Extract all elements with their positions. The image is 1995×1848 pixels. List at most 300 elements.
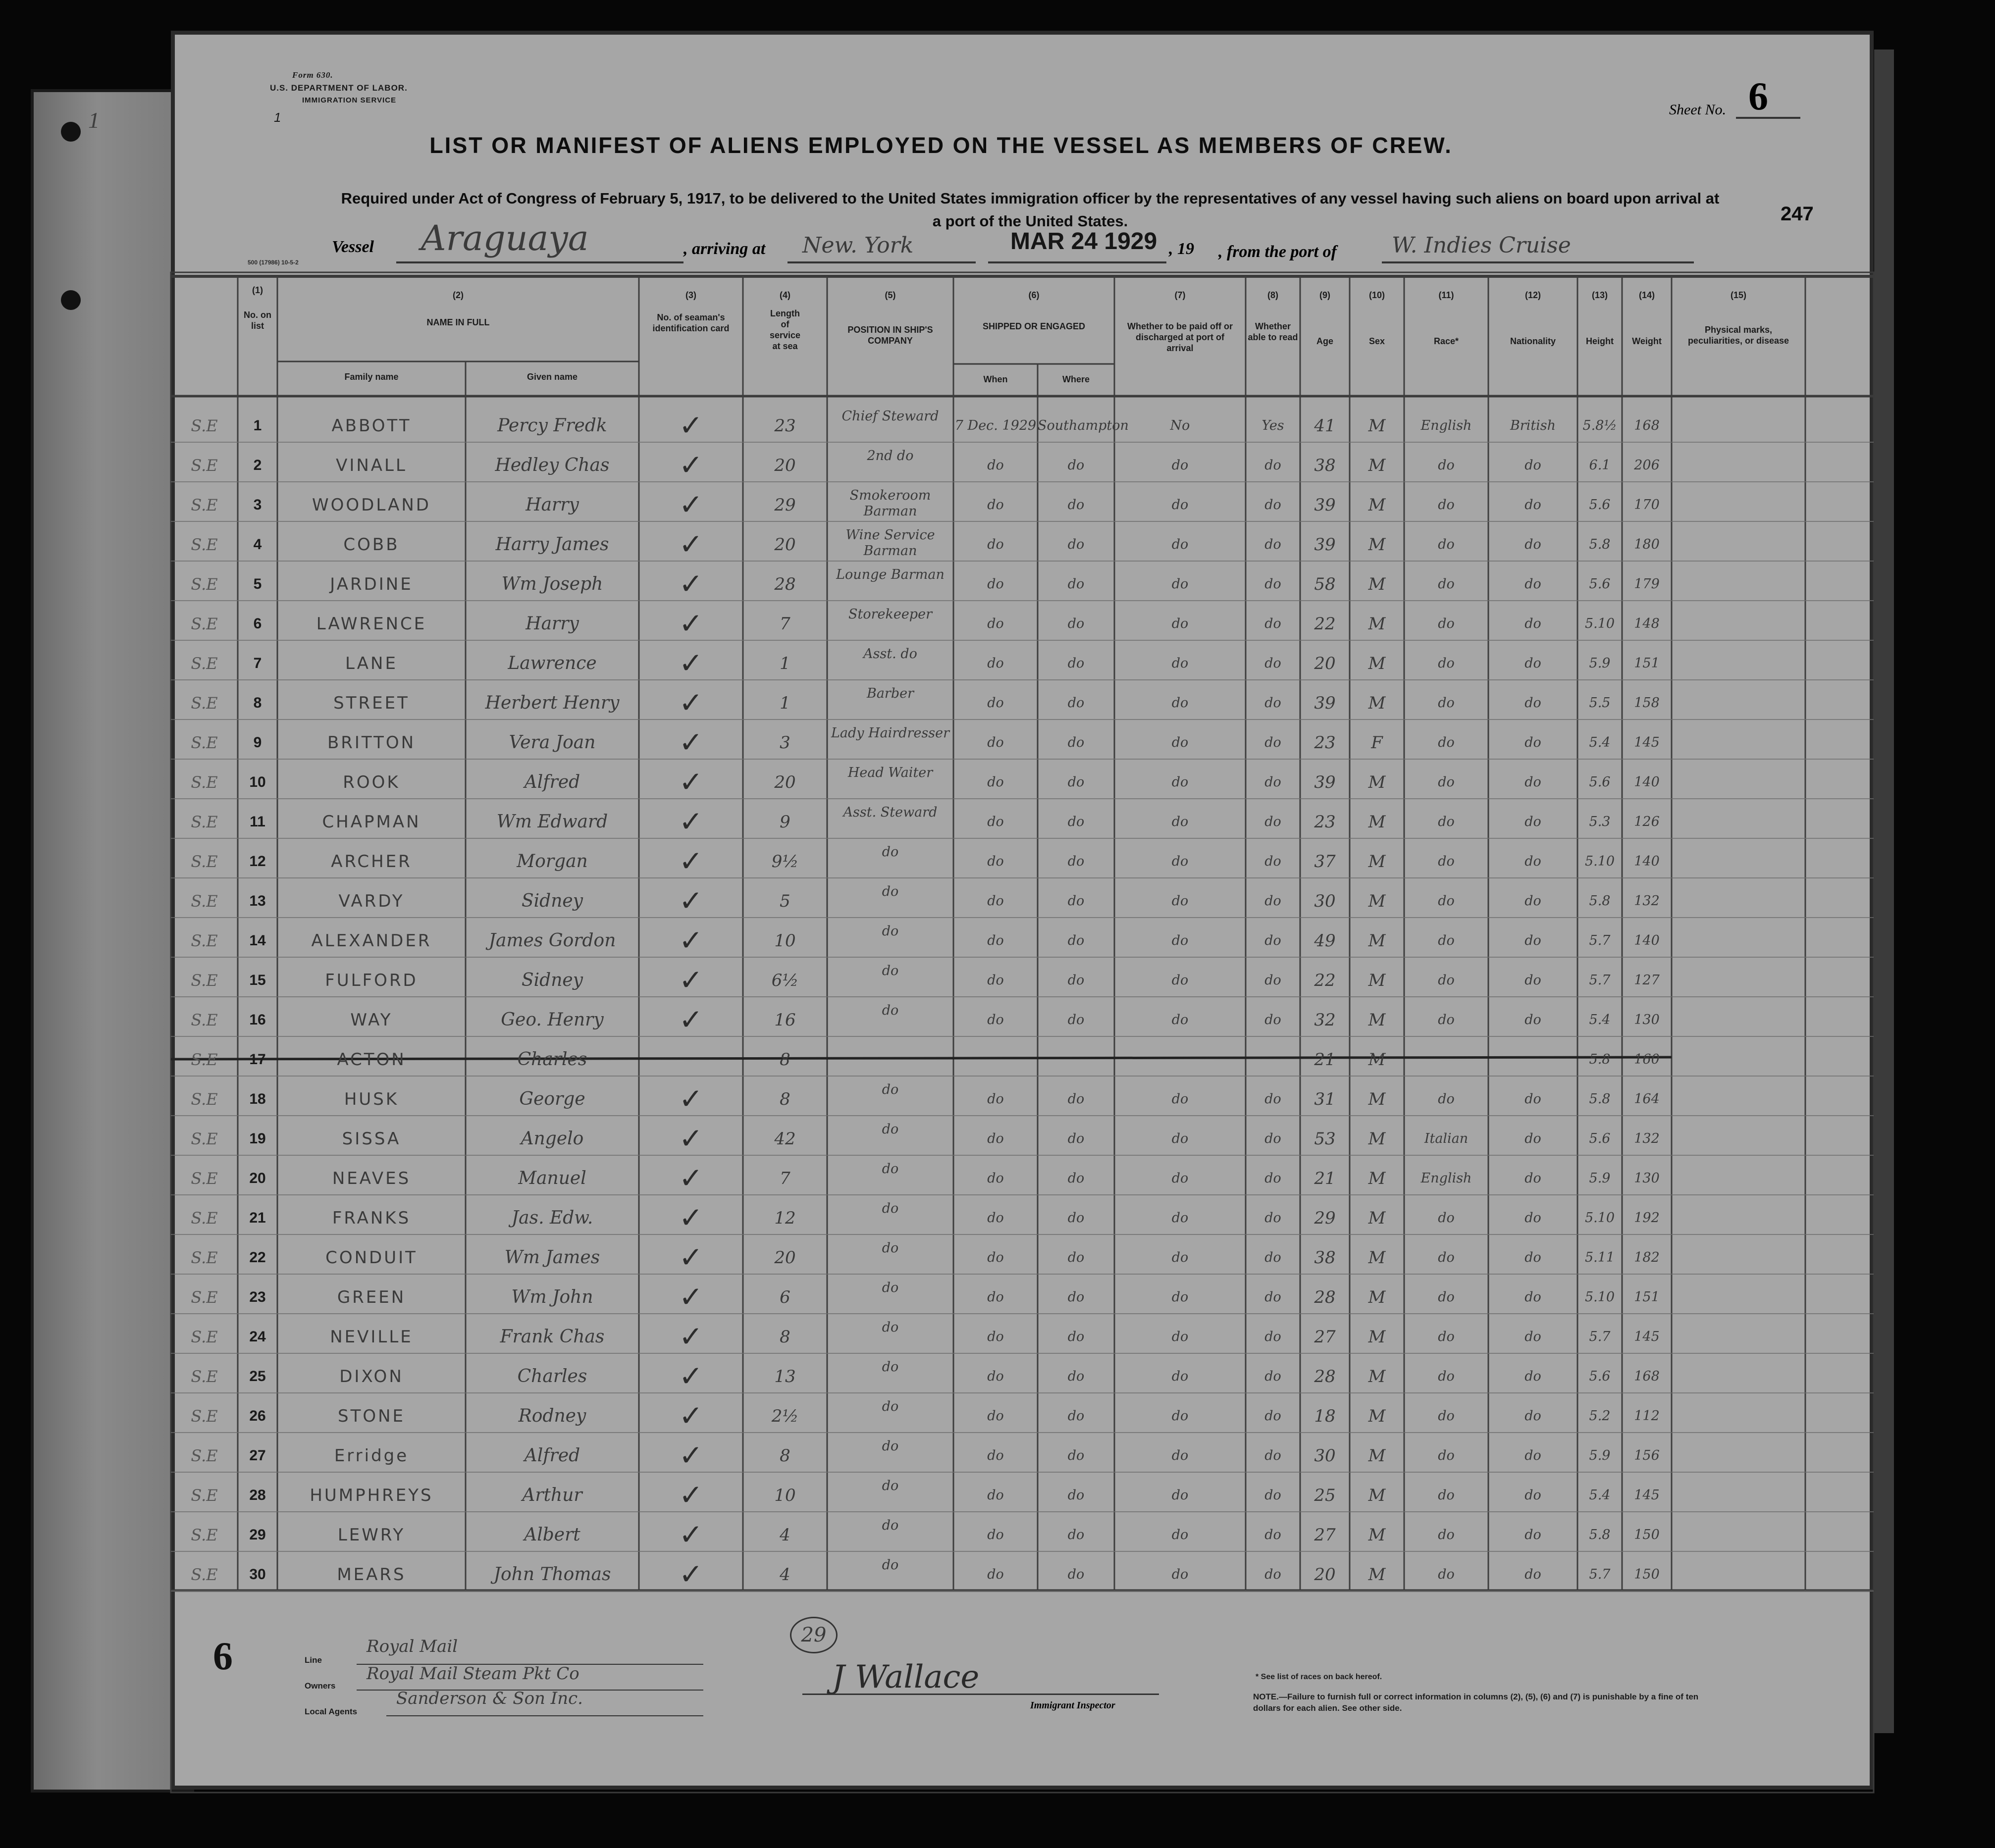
col-head-family: Family name bbox=[344, 372, 399, 382]
cell-where: do bbox=[1067, 1171, 1085, 1186]
cell-height: 5.6 bbox=[1589, 1369, 1611, 1384]
cell-where: do bbox=[1067, 774, 1085, 790]
cell-position: do bbox=[882, 1399, 899, 1414]
cell-nationality: do bbox=[1524, 537, 1541, 552]
cell-weight: 130 bbox=[1634, 1171, 1660, 1186]
cell-age: 27 bbox=[1314, 1525, 1336, 1545]
agents-label: Local Agents bbox=[305, 1707, 358, 1716]
footer-sheet-number: 6 bbox=[213, 1635, 233, 1678]
cell-paid: No bbox=[1170, 418, 1190, 433]
cell-check: ✓ bbox=[679, 1241, 703, 1274]
cell-paid: do bbox=[1171, 1488, 1189, 1503]
cell-sex: M bbox=[1368, 1248, 1386, 1268]
cell-read: do bbox=[1264, 656, 1281, 671]
cell-no: 6 bbox=[253, 616, 262, 632]
cell-read: do bbox=[1264, 814, 1281, 829]
cell-when: do bbox=[987, 458, 1004, 473]
service: IMMIGRATION SERVICE bbox=[302, 96, 397, 104]
cell-check: ✓ bbox=[679, 1123, 703, 1155]
cell-where: do bbox=[1067, 893, 1085, 909]
from-label: , from the port of bbox=[1218, 243, 1337, 261]
cell-prefix: S.E bbox=[191, 575, 218, 594]
cell-race: do bbox=[1438, 1369, 1455, 1384]
col-num-10: (10) bbox=[1368, 290, 1385, 300]
cell-sex: M bbox=[1368, 772, 1386, 792]
cell-sex: M bbox=[1368, 1287, 1386, 1307]
print-code: 500 (17986) 10-5-2 bbox=[248, 259, 299, 266]
cell-prefix: S.E bbox=[191, 1011, 218, 1029]
cell-length: 29 bbox=[774, 495, 796, 515]
cell-prefix: S.E bbox=[191, 1328, 218, 1346]
cell-read: do bbox=[1264, 735, 1281, 750]
cell-read: do bbox=[1264, 854, 1281, 869]
cell-position: Asst. Steward bbox=[843, 805, 938, 820]
cell-no: 26 bbox=[249, 1408, 266, 1424]
cell-family: ACTON bbox=[337, 1050, 406, 1070]
cell-race: do bbox=[1438, 973, 1455, 988]
col-num-2: (2) bbox=[453, 290, 464, 300]
cell-prefix: S.E bbox=[191, 1169, 218, 1188]
cell-length: 5 bbox=[780, 891, 790, 911]
cell-read: do bbox=[1264, 1369, 1281, 1384]
col-num-1: (1) bbox=[252, 285, 263, 295]
cell-check: ✓ bbox=[679, 1558, 703, 1591]
cell-age: 39 bbox=[1314, 772, 1336, 792]
cell-where: do bbox=[1067, 1448, 1085, 1463]
cell-height: 5.8 bbox=[1589, 1052, 1611, 1067]
cell-position: do bbox=[882, 1320, 899, 1335]
cell-nationality: do bbox=[1524, 497, 1541, 513]
cell-sex: M bbox=[1368, 1446, 1386, 1466]
cell-age: 31 bbox=[1314, 1089, 1336, 1109]
cell-prefix: S.E bbox=[191, 813, 218, 831]
cell-height: 5.8 bbox=[1589, 537, 1611, 552]
cell-race: do bbox=[1438, 1289, 1455, 1305]
inspector-label: Immigrant Inspector bbox=[1030, 1700, 1115, 1711]
cell-race: English bbox=[1420, 1171, 1472, 1186]
cell-check: ✓ bbox=[679, 766, 703, 798]
cell-family: HUSK bbox=[344, 1089, 399, 1109]
cell-check: ✓ bbox=[679, 1083, 703, 1115]
cell-weight: 132 bbox=[1634, 893, 1660, 909]
cell-no: 23 bbox=[249, 1289, 266, 1305]
cell-family: ALEXANDER bbox=[311, 931, 432, 951]
cell-height: 5.9 bbox=[1589, 1448, 1611, 1463]
cell-when: do bbox=[987, 1171, 1004, 1186]
cell-sex: M bbox=[1368, 931, 1386, 951]
cell-weight: 179 bbox=[1634, 576, 1660, 592]
cell-height: 5.8 bbox=[1589, 893, 1611, 909]
cell-race: do bbox=[1438, 576, 1455, 592]
cell-age: 23 bbox=[1314, 733, 1336, 753]
cell-given: Albert bbox=[524, 1525, 580, 1545]
cell-weight: 140 bbox=[1634, 933, 1660, 948]
cell-read: do bbox=[1264, 695, 1281, 711]
cell-height: 5.7 bbox=[1589, 1567, 1611, 1582]
cell-sex: M bbox=[1368, 495, 1386, 515]
cell-read: do bbox=[1264, 616, 1281, 631]
cell-when: do bbox=[987, 695, 1004, 711]
cell-no: 18 bbox=[249, 1091, 266, 1107]
cell-where: do bbox=[1067, 1250, 1085, 1265]
cell-paid: do bbox=[1171, 1329, 1189, 1344]
cell-no: 20 bbox=[249, 1170, 266, 1186]
cell-position: do bbox=[882, 1003, 899, 1018]
cell-where: do bbox=[1067, 497, 1085, 513]
cell-nationality: do bbox=[1524, 1329, 1541, 1344]
cell-check: ✓ bbox=[679, 806, 703, 838]
cell-prefix: S.E bbox=[191, 1367, 218, 1386]
cell-height: 5.2 bbox=[1589, 1408, 1611, 1424]
cell-given: Wm James bbox=[504, 1247, 600, 1268]
cell-paid: do bbox=[1171, 656, 1189, 671]
cell-no: 30 bbox=[249, 1566, 266, 1583]
cell-race: do bbox=[1438, 1210, 1455, 1226]
cell-paid: do bbox=[1171, 1527, 1189, 1542]
cell-nationality: do bbox=[1524, 1210, 1541, 1226]
cell-race: do bbox=[1438, 893, 1455, 909]
cell-paid: do bbox=[1171, 1408, 1189, 1424]
cell-prefix: S.E bbox=[191, 1209, 218, 1228]
cell-where: do bbox=[1067, 1131, 1085, 1146]
cell-race: do bbox=[1438, 1448, 1455, 1463]
col-head-position: POSITION IN SHIP'S COMPANY bbox=[847, 325, 933, 346]
cell-weight: 168 bbox=[1634, 418, 1660, 433]
cell-family: DIXON bbox=[339, 1367, 404, 1386]
cell-read: Yes bbox=[1261, 418, 1284, 433]
cell-where: do bbox=[1067, 973, 1085, 988]
cell-given: Wm Edward bbox=[496, 812, 608, 832]
col-head-height: Height bbox=[1586, 336, 1614, 346]
note-text: —Failure to furnish full or correct information in columns (2), (5), (6) and (7) is punishable by a fine of ten dollars for each alien. See other side. bbox=[1253, 1692, 1699, 1713]
cell-height: 5.8 bbox=[1589, 1527, 1611, 1542]
cell-nationality: do bbox=[1524, 933, 1541, 948]
cell-where: do bbox=[1067, 1012, 1085, 1027]
cell-paid: do bbox=[1171, 933, 1189, 948]
cell-check: ✓ bbox=[679, 1439, 703, 1472]
cell-when: 7 Dec. 1929 bbox=[954, 418, 1037, 433]
cell-position: Barber bbox=[866, 686, 914, 701]
cell-no: 24 bbox=[249, 1329, 266, 1345]
fine-note bbox=[1253, 1691, 1709, 1714]
signature-underline bbox=[802, 1694, 1159, 1695]
cell-position: 2nd do bbox=[867, 448, 914, 463]
cell-check: ✓ bbox=[679, 528, 703, 561]
cell-weight: 151 bbox=[1634, 656, 1660, 671]
cell-prefix: S.E bbox=[191, 694, 218, 713]
cell-check: ✓ bbox=[679, 1360, 703, 1392]
cell-paid: do bbox=[1171, 1567, 1189, 1582]
cell-race: do bbox=[1438, 656, 1455, 671]
cell-position: do bbox=[882, 1359, 899, 1375]
cell-sex: M bbox=[1368, 852, 1386, 872]
cell-family: WAY bbox=[350, 1010, 393, 1030]
col-num-14: (14) bbox=[1638, 290, 1655, 300]
cell-height: 5.7 bbox=[1589, 933, 1611, 948]
cell-check bbox=[639, 1044, 743, 1075]
cell-given: Charles bbox=[517, 1049, 587, 1070]
cell-weight: 182 bbox=[1634, 1250, 1660, 1265]
cell-height: 5.4 bbox=[1589, 735, 1611, 750]
cell-when: do bbox=[987, 1527, 1004, 1542]
col-head-when: When bbox=[983, 374, 1008, 384]
cell-read: do bbox=[1264, 893, 1281, 909]
cell-family: ABBOTT bbox=[331, 416, 412, 436]
cell-race: do bbox=[1438, 854, 1455, 869]
cell-read: do bbox=[1264, 1527, 1281, 1542]
cell-given: Frank Chas bbox=[500, 1327, 605, 1347]
cell-given: Manuel bbox=[518, 1168, 586, 1188]
cell-where: do bbox=[1067, 814, 1085, 829]
cell-position: Chief Steward bbox=[841, 409, 939, 424]
cell-family: LANE bbox=[345, 654, 398, 673]
cell-given: Vera Joan bbox=[509, 732, 596, 753]
cell-length: 9 bbox=[780, 812, 790, 832]
col-num-3: (3) bbox=[685, 290, 696, 300]
col-head-given: Given name bbox=[526, 372, 578, 382]
cell-family: FRANKS bbox=[332, 1208, 411, 1228]
cell-paid: do bbox=[1171, 735, 1189, 750]
cell-prefix: S.E bbox=[191, 496, 218, 514]
cell-weight: 160 bbox=[1634, 1052, 1660, 1067]
cell-check: ✓ bbox=[679, 1479, 703, 1511]
cell-check: ✓ bbox=[679, 845, 703, 877]
cell-paid bbox=[1114, 1044, 1246, 1075]
cell-no: 3 bbox=[253, 497, 262, 513]
cell-height: 5.9 bbox=[1589, 656, 1611, 671]
cell-when: do bbox=[987, 497, 1004, 513]
cell-given: Arthur bbox=[522, 1485, 582, 1505]
cell-paid: do bbox=[1171, 695, 1189, 711]
cell-height: 5.9 bbox=[1589, 1171, 1611, 1186]
col-head-weight: Weight bbox=[1632, 336, 1662, 346]
cell-read: do bbox=[1264, 537, 1281, 552]
cell-read: do bbox=[1264, 1131, 1281, 1146]
cell-check: ✓ bbox=[679, 1162, 703, 1194]
cell-sex: M bbox=[1368, 971, 1386, 990]
cell-race: do bbox=[1438, 616, 1455, 631]
cell-given: Wm Joseph bbox=[501, 574, 603, 594]
cell-weight: 145 bbox=[1634, 1329, 1660, 1344]
cell-family: VINALL bbox=[336, 456, 407, 475]
cell-position: do bbox=[882, 1161, 899, 1177]
cell-sex: F bbox=[1371, 733, 1383, 753]
cell-length: 10 bbox=[774, 1486, 796, 1505]
cell-family: GREEN bbox=[337, 1287, 406, 1307]
cell-where: do bbox=[1067, 933, 1085, 948]
cell-no: 15 bbox=[249, 972, 266, 988]
cell-family: JARDINE bbox=[330, 574, 413, 594]
cell-where: do bbox=[1067, 695, 1085, 711]
cell-no: 21 bbox=[249, 1210, 266, 1226]
cell-nationality: do bbox=[1524, 1289, 1541, 1305]
cell-where: do bbox=[1067, 735, 1085, 750]
cell-height: 5.8 bbox=[1589, 1091, 1611, 1107]
cell-length: 28 bbox=[774, 574, 796, 594]
cell-family: CHAPMAN bbox=[322, 812, 421, 832]
cell-given: Lawrence bbox=[508, 653, 597, 673]
cell-position: do bbox=[882, 963, 899, 978]
cell-age: 21 bbox=[1314, 1169, 1336, 1188]
inspector-signature: J Wallace bbox=[832, 1659, 980, 1695]
cell-nationality: do bbox=[1524, 1131, 1541, 1146]
cell-given: Rodney bbox=[518, 1406, 586, 1426]
cell-given: Alfred bbox=[524, 772, 580, 792]
cell-when: do bbox=[987, 774, 1004, 790]
cell-family: LEWRY bbox=[337, 1525, 406, 1545]
cell-given: Alfred bbox=[524, 1445, 580, 1466]
cell-race: do bbox=[1438, 1250, 1455, 1265]
cell-age: 39 bbox=[1314, 535, 1336, 555]
cell-given: Herbert Henry bbox=[485, 693, 620, 713]
cell-read bbox=[1246, 1044, 1300, 1075]
cell-weight: 140 bbox=[1634, 774, 1660, 790]
cell-prefix: S.E bbox=[191, 1090, 218, 1109]
cell-when: do bbox=[987, 735, 1004, 750]
cell-position: do bbox=[882, 1280, 899, 1295]
cell-family: SISSA bbox=[342, 1129, 401, 1149]
agents-underline bbox=[386, 1715, 703, 1716]
cell-nationality: do bbox=[1524, 1567, 1541, 1582]
cell-read: do bbox=[1264, 1091, 1281, 1107]
cell-read: do bbox=[1264, 1488, 1281, 1503]
col-head-id-card: No. of seaman's identification card bbox=[652, 312, 730, 333]
cell-race: do bbox=[1438, 695, 1455, 711]
cell-no: 1 bbox=[253, 417, 262, 434]
cell-age: 39 bbox=[1314, 495, 1336, 515]
cell-length: 20 bbox=[774, 535, 796, 555]
cell-read: do bbox=[1264, 774, 1281, 790]
cell-paid: do bbox=[1171, 1250, 1189, 1265]
cell-age: 23 bbox=[1314, 812, 1336, 832]
page-subtitle: Required under Act of Congress of February 5, 1917, to be delivered to the United States immigration officer by the representatives of any vessel having such aliens on board upon arrival at a port of the United States. bbox=[341, 190, 1720, 230]
cell-no: 9 bbox=[253, 734, 262, 751]
cell-when: do bbox=[987, 1131, 1004, 1146]
cell-nationality: do bbox=[1524, 1091, 1541, 1107]
cell-age: 38 bbox=[1314, 1248, 1336, 1268]
cell-no: 2 bbox=[253, 457, 262, 473]
vessel-label: Vessel bbox=[332, 238, 374, 256]
cell-read: do bbox=[1264, 1567, 1281, 1582]
agents-value: Sanderson & Son Inc. bbox=[396, 1689, 583, 1708]
cell-family: ROOK bbox=[343, 772, 400, 792]
cell-paid: do bbox=[1171, 576, 1189, 592]
cell-when: do bbox=[987, 854, 1004, 869]
cell-sex: M bbox=[1368, 812, 1386, 832]
cell-paid: do bbox=[1171, 854, 1189, 869]
cell-when: do bbox=[987, 1567, 1004, 1582]
cell-position bbox=[827, 1042, 953, 1073]
cell-when bbox=[953, 1044, 1038, 1075]
sheet-number: 6 bbox=[1748, 75, 1768, 118]
col-head-nationality: Nationality bbox=[1510, 336, 1556, 346]
cell-read: do bbox=[1264, 1012, 1281, 1027]
cell-check: ✓ bbox=[679, 924, 703, 957]
cell-when: do bbox=[987, 616, 1004, 631]
cell-race: do bbox=[1438, 933, 1455, 948]
cell-given: Sidney bbox=[521, 970, 583, 990]
cell-given: Harry James bbox=[495, 534, 609, 555]
cell-prefix: S.E bbox=[191, 1446, 218, 1465]
arriving-port: New. York bbox=[802, 233, 914, 258]
cell-nationality: do bbox=[1524, 1488, 1541, 1503]
cell-where: do bbox=[1067, 576, 1085, 592]
col-head-name: NAME IN FULL bbox=[426, 317, 490, 327]
cell-family: STREET bbox=[333, 693, 410, 713]
cell-family: CONDUIT bbox=[325, 1248, 418, 1268]
cell-height: 5.10 bbox=[1584, 1210, 1615, 1226]
cell-nationality: do bbox=[1524, 1250, 1541, 1265]
cell-weight: 130 bbox=[1634, 1012, 1660, 1027]
cell-paid: do bbox=[1171, 973, 1189, 988]
stamp-number: 247 bbox=[1781, 203, 1814, 225]
cell-sex: M bbox=[1368, 535, 1386, 555]
cell-prefix: S.E bbox=[191, 1526, 218, 1544]
col-num-6: (6) bbox=[1028, 290, 1040, 300]
cell-paid: do bbox=[1171, 458, 1189, 473]
cell-paid: do bbox=[1171, 1091, 1189, 1107]
cell-race bbox=[1404, 1044, 1488, 1075]
cell-age: 22 bbox=[1314, 971, 1336, 990]
cell-given: Charles bbox=[517, 1366, 587, 1386]
cell-sex: M bbox=[1368, 456, 1386, 475]
cell-family: LAWRENCE bbox=[316, 614, 427, 634]
cell-prefix: S.E bbox=[191, 1129, 218, 1148]
cell-prefix: S.E bbox=[191, 654, 218, 673]
cell-prefix: S.E bbox=[191, 931, 218, 950]
cell-age: 32 bbox=[1314, 1010, 1336, 1030]
col-num-5: (5) bbox=[885, 290, 896, 300]
cell-when: do bbox=[987, 973, 1004, 988]
line-value: Royal Mail bbox=[367, 1637, 458, 1656]
cell-check: ✓ bbox=[679, 608, 703, 640]
cell-paid: do bbox=[1171, 497, 1189, 513]
cell-race: do bbox=[1438, 735, 1455, 750]
cell-where: do bbox=[1067, 537, 1085, 552]
cell-age: 39 bbox=[1314, 693, 1336, 713]
cell-sex: M bbox=[1368, 654, 1386, 673]
cell-sex: M bbox=[1368, 1169, 1386, 1188]
cell-length: 9½ bbox=[771, 852, 799, 872]
cell-height: 5.11 bbox=[1584, 1250, 1615, 1265]
cell-position: do bbox=[882, 1082, 899, 1097]
cell-where: do bbox=[1067, 1369, 1085, 1384]
cell-length: 16 bbox=[774, 1010, 796, 1030]
cell-paid: do bbox=[1171, 814, 1189, 829]
cell-age: 20 bbox=[1314, 1565, 1336, 1585]
cell-sex: M bbox=[1368, 416, 1386, 436]
races-note: * See list of races on back hereof. bbox=[1256, 1673, 1382, 1681]
cell-no: 5 bbox=[253, 576, 262, 592]
cell-weight: 156 bbox=[1634, 1448, 1660, 1463]
cell-given: George bbox=[519, 1089, 585, 1109]
cell-race: do bbox=[1438, 1091, 1455, 1107]
cell-family: BRITTON bbox=[327, 733, 416, 753]
cell-age: 30 bbox=[1314, 891, 1336, 911]
cell-given: Morgan bbox=[517, 851, 588, 872]
cell-check: ✓ bbox=[679, 568, 703, 600]
cell-read: do bbox=[1264, 1329, 1281, 1344]
cell-height: 5.4 bbox=[1589, 1488, 1611, 1503]
cell-weight: 126 bbox=[1634, 814, 1660, 829]
cell-paid: do bbox=[1171, 774, 1189, 790]
sheet-label: Sheet No. bbox=[1669, 102, 1726, 118]
col-num-13: (13) bbox=[1591, 290, 1608, 300]
cell-read: do bbox=[1264, 497, 1281, 513]
cell-nationality: do bbox=[1524, 1408, 1541, 1424]
cell-sex: M bbox=[1368, 1525, 1386, 1545]
cell-length: 3 bbox=[780, 733, 790, 753]
